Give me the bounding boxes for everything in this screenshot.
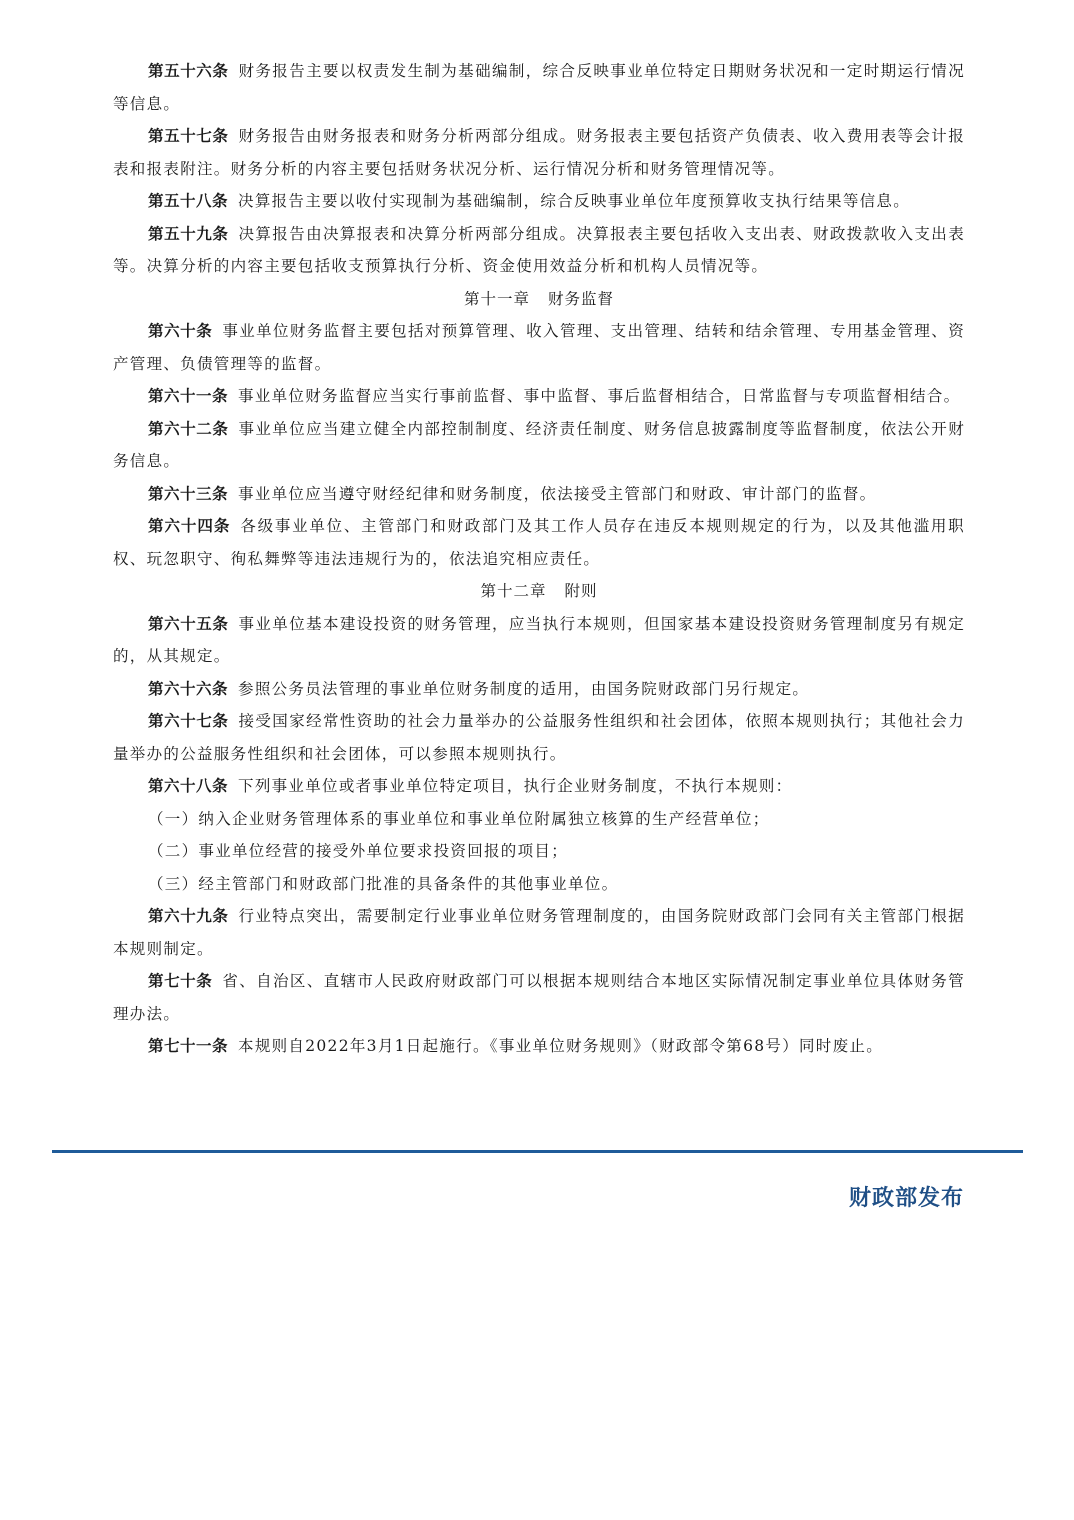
article-number: 第五十九条 (148, 224, 229, 243)
article (113, 218, 965, 283)
article-text: 事业单位财务监督应当实行事前监督、事中监督、事后监督相结合，日常监督与专项监督相结合。 (238, 387, 961, 405)
article-text: 事业单位应当建立健全内部控制制度、经济责任制度、财务信息披露制度等监督制度，依法公开财务信息。 (113, 419, 965, 470)
chapter-title: 财务监督 (548, 289, 615, 308)
chapter-heading (113, 575, 965, 608)
article-text: 各级事业单位、主管部门和财政部门及其工作人员存在违反本规则规定的行为，以及其他滥用职权、玩忽职守、徇私舞弊等违法违规行为的，依法追究相应责任。 (113, 517, 965, 568)
article-text: 事业单位应当遵守财经纪律和财务制度，依法接受主管部门和财政、审计部门的监督。 (238, 484, 877, 503)
article (113, 705, 965, 770)
article-text: 参照公务员法管理的事业单位财务制度的适用，由国务院财政部门另行规定。 (238, 679, 810, 698)
article-number: 第七十一条 (148, 1037, 229, 1055)
article-number: 第六十九条 (148, 907, 229, 925)
article (113, 965, 965, 1030)
article-number: 第六十五条 (148, 614, 229, 633)
article-text: 下列事业单位或者事业单位特定项目，执行企业财务制度，不执行本规则： (238, 777, 793, 795)
article-number: 第六十四条 (148, 517, 231, 535)
article-text: 事业单位财务监督主要包括对预算管理、收入管理、支出管理、结转和结余管理、专用基金管理、资产管理、负债管理等的监督。 (113, 322, 965, 373)
article (113, 673, 965, 706)
article (113, 380, 965, 413)
article-text: 接受国家经常性资助的社会力量举办的公益服务性组织和社会团体，依照本规则执行；其他社会力量举办的公益服务性组织和社会团体，可以参照本规则执行。 (113, 712, 965, 763)
article (113, 510, 965, 575)
article-text: 本规则自2022年3月1日起施行。《事业单位财务规则》（财政部令第68号）同时废止。 (238, 1037, 884, 1055)
list-item: （二）事业单位经营的接受外单位要求投资回报的项目； (148, 842, 569, 860)
article-number: 第六十二条 (148, 419, 229, 438)
article (113, 413, 965, 478)
article-number: 第七十条 (148, 972, 213, 990)
article-text: 财务报告由财务报表和财务分析两部分组成。财务报表主要包括资产负债表、收入费用表等会计报表和报表附注。财务分析的内容主要包括财务状况分析、运行情况分析和财务管理情况等。 (113, 127, 965, 178)
list-item: （一）纳入企业财务管理体系的事业单位和事业单位附属独立核算的生产经营单位； (148, 809, 770, 828)
article-number: 第六十条 (148, 322, 213, 340)
article-text: 决算报告由决算报表和决算分析两部分组成。决算报表主要包括收入支出表、财政拨款收入支出表等。决算分析的内容主要包括收支预算执行分析、资金使用效益分析和机构人员情况等。 (113, 224, 965, 275)
article (113, 185, 965, 218)
article (113, 315, 965, 380)
article (113, 120, 965, 185)
list-item: （三）经主管部门和财政部门批准的具备条件的其他事业单位。 (148, 874, 619, 893)
article-number: 第五十七条 (148, 127, 229, 145)
chapter-number: 第十二章 (480, 582, 547, 600)
article-number: 第六十八条 (148, 777, 229, 795)
chapter-heading (113, 283, 965, 316)
document-body (113, 55, 965, 1063)
article-number: 第六十三条 (148, 484, 229, 503)
article-number: 第五十八条 (148, 192, 229, 210)
article-text: 事业单位基本建设投资的财务管理，应当执行本规则，但国家基本建设投资财务管理制度另有规定的，从其规定。 (113, 614, 965, 665)
chapter-number: 第十一章 (463, 289, 530, 308)
article (113, 608, 965, 673)
footer-divider (52, 1150, 1023, 1153)
article-number: 第六十六条 (148, 679, 229, 698)
article (113, 478, 965, 511)
article-number: 第六十七条 (148, 712, 229, 730)
article-text: 决算报告主要以收付实现制为基础编制，综合反映事业单位年度预算收支执行结果等信息。 (238, 192, 911, 210)
article-text: 财务报告主要以权责发生制为基础编制，综合反映事业单位特定日期财务状况和一定时期运行情况等信息。 (113, 62, 965, 113)
article-text: 行业特点突出，需要制定行业事业单位财务管理制度的，由国务院财政部门会同有关主管部门根据本规则制定。 (113, 907, 965, 958)
article-text: 省、自治区、直辖市人民政府财政部门可以根据本规则结合本地区实际情况制定事业单位具体财务管理办法。 (113, 972, 965, 1023)
article-number: 第六十一条 (148, 387, 229, 405)
article-number: 第五十六条 (148, 62, 229, 80)
article (113, 770, 965, 803)
article (113, 55, 965, 120)
chapter-title: 附则 (564, 582, 598, 600)
article (113, 1030, 965, 1063)
article (113, 900, 965, 965)
publisher-label: 财政部发布 (848, 1185, 964, 1211)
